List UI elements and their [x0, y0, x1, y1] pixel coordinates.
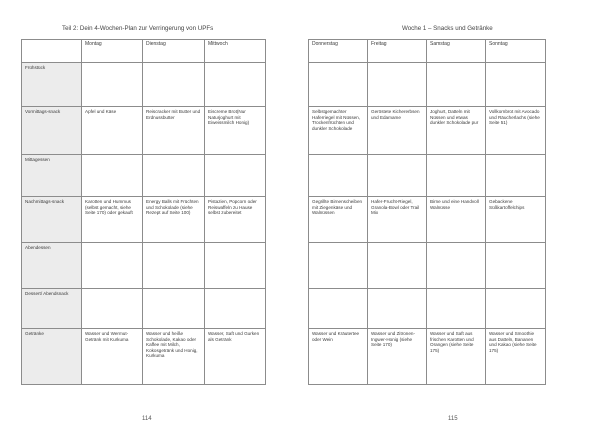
table-cell	[143, 243, 205, 289]
table-cell	[82, 243, 143, 289]
table-cell	[427, 155, 486, 197]
table-cell	[309, 243, 368, 289]
table-cell	[368, 243, 427, 289]
table-cell: Joghurt, Datteln mit Nüssen und etwas dunkler Schokolade pur	[427, 107, 486, 155]
row-label-morning-snack: Vormittags-snack	[22, 107, 82, 155]
left-plan-table	[21, 39, 266, 385]
table-cell	[205, 155, 266, 197]
row-label-lunch: Mittagessen	[22, 155, 82, 197]
table-cell	[309, 63, 368, 107]
column-header-friday: Freitag	[368, 40, 427, 63]
table-cell	[205, 243, 266, 289]
table-cell	[309, 155, 368, 197]
table-cell: Selbstgemachter Haferriegel mit Nüssen, Trockenfrüchten und dunkler Schokolade	[309, 107, 368, 155]
table-cell: Energy Balls mit Früchten und Schokolade (siehe Rezept auf Seite 100)	[143, 197, 205, 243]
table-cell	[368, 63, 427, 107]
table-cell	[486, 63, 546, 107]
table-cell: Wasser und Kräutertee oder Wein	[309, 329, 368, 385]
table-cell: Pistazien, Popcorn oder Reiswaffeln zu Hause selbst zubereitet	[205, 197, 266, 243]
table-cell: Wasser und Wermut-Getränk mit Kurkuma	[82, 329, 143, 385]
table-cell	[368, 289, 427, 329]
table-cell	[427, 243, 486, 289]
table-cell	[205, 63, 266, 107]
table-cell	[368, 155, 427, 197]
table-cell	[82, 63, 143, 107]
table-cell: Wasser und heiße Schokolade, Kakao oder Kaffee mit Milch, Kokosgetränk und Honig, Kurkuma	[143, 329, 205, 385]
table-cell: Apfel und Käse	[82, 107, 143, 155]
table-cell: Karotten und Hummus (selbst gemacht, siehe Seite 170) oder gekauft	[82, 197, 143, 243]
column-header-thursday: Donnerstag	[309, 40, 368, 63]
table-cell: Wasser und Smoothie aus Datteln, Bananen und Kakao (siehe Seite 175)	[486, 329, 546, 385]
table-cell	[143, 289, 205, 329]
table-cell: Wasser und Zitronen-Ingwer-Honig (siehe Seite 170)	[368, 329, 427, 385]
row-label-breakfast: Frühstück	[22, 63, 82, 107]
table-cell	[143, 155, 205, 197]
left-page-header: Teil 2: Dein 4-Wochen-Plan zur Verringerung von UPFs	[62, 25, 214, 32]
table-cell: Vollkornbrot mit Avocado und Räucherlachs (siehe Seite 51)	[486, 107, 546, 155]
table-cell	[427, 63, 486, 107]
column-header-saturday: Samstag	[427, 40, 486, 63]
table-cell: Hafer-Frucht-Riegel, Granola-Bowl oder Trail Mix	[368, 197, 427, 243]
table-cell	[82, 155, 143, 197]
right-plan-table	[308, 39, 546, 385]
right-page-number: 115	[448, 416, 458, 422]
table-cell: Gegrillte Birnenscheiben mit Ziegenkäse und Walnüssen	[309, 197, 368, 243]
table-cell	[309, 289, 368, 329]
table-cell	[486, 155, 546, 197]
table-cell: Birne und eine Handvoll Walnüsse	[427, 197, 486, 243]
table-cell	[427, 289, 486, 329]
table-cell: Reiscracker mit Butter und Erdnussbutter	[143, 107, 205, 155]
table-cell	[205, 289, 266, 329]
table-cell: Eiscreme Brot(Nur Naturjoghurt mit Eiweissmilch Honig)	[205, 107, 266, 155]
right-page-header: Woche 1 – Snacks und Getränke	[402, 25, 493, 32]
table-cell	[82, 289, 143, 329]
column-header-monday: Montag	[82, 40, 143, 63]
column-header-sunday: Sonntag	[486, 40, 546, 63]
table-cell: Wasser, Saft und Gurken als Getränk	[205, 329, 266, 385]
column-header-tuesday: Dienstag	[143, 40, 205, 63]
column-header-blank	[22, 40, 82, 63]
left-page-number: 114	[142, 416, 152, 422]
row-label-dinner: Abendessen	[22, 243, 82, 289]
column-header-wednesday: Mittwoch	[205, 40, 266, 63]
right-page	[300, 0, 600, 445]
table-cell	[143, 63, 205, 107]
table-cell: Geröstete Kichererbsen und Edamame	[368, 107, 427, 155]
row-label-drinks: Getränke	[22, 329, 82, 385]
table-cell	[486, 289, 546, 329]
table-cell: Gebackene Süßkartoffelchips	[486, 197, 546, 243]
row-label-afternoon-snack: Nachmittags-snack	[22, 197, 82, 243]
table-cell: Wasser und Saft aus frischen Karotten und Orangen (siehe Seite 175)	[427, 329, 486, 385]
table-cell	[486, 243, 546, 289]
row-label-dessert: Dessert/ Abendsnack	[22, 289, 82, 329]
